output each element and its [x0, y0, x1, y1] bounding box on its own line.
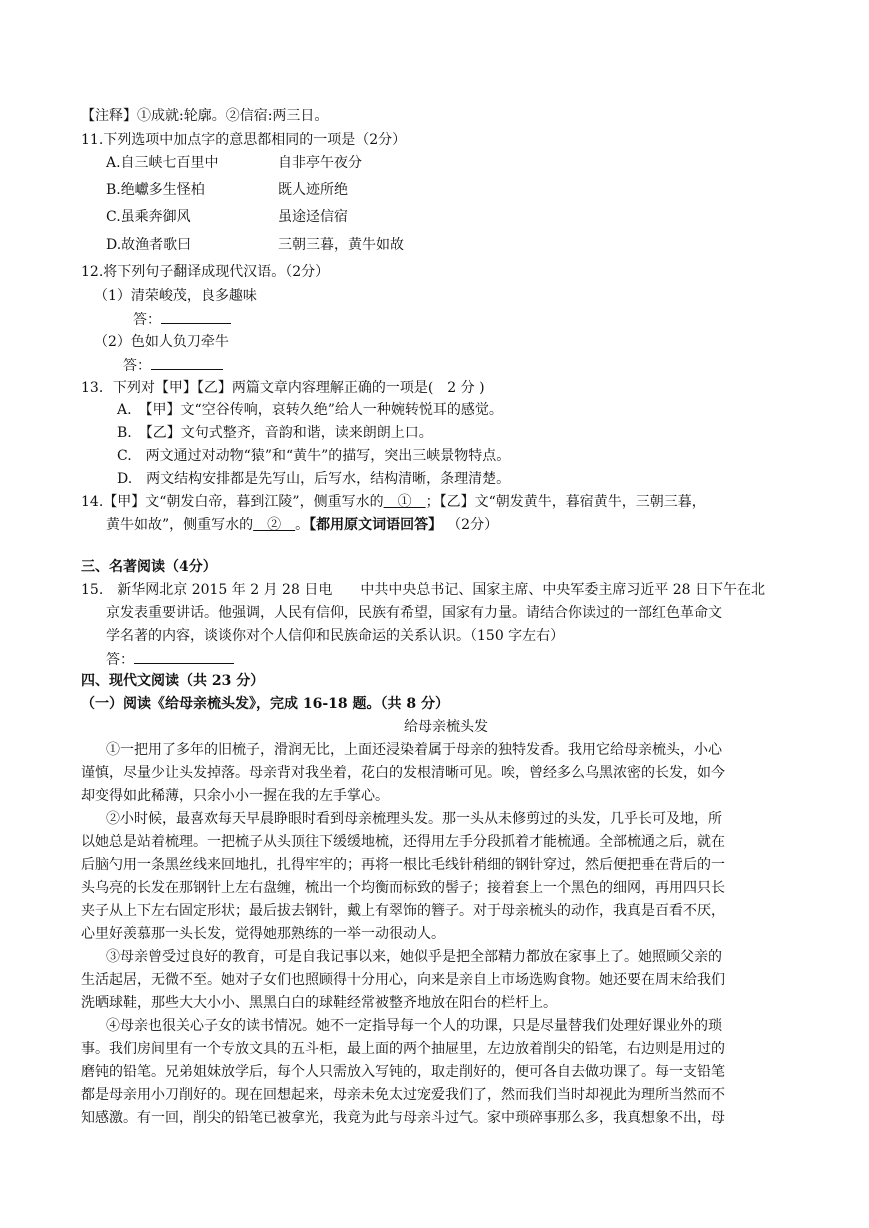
q14-blank-1[interactable]: ① — [383, 494, 426, 510]
q14-text-1b: ；【乙】文“朝发黄牛，暮宿黄牛，三朝三暮， — [425, 494, 706, 510]
q15-line-1: 15. 新华网北京 2015 年 2 月 28 日电 中共中央总书记、国家主席、中央军委主席习近平 28 日下午在北 — [81, 582, 766, 598]
essay-line: ④母亲也很关心子女的读书情况。她不一定指导每一个人的功课，只是尽量替我们处理好课业外的琐 — [106, 1018, 722, 1034]
essay-line: 却变得如此稀薄，只余小小一握在我的左手掌心。 — [81, 788, 389, 804]
q11-option-c-left: C.虽乘奔御风 — [106, 209, 191, 225]
q15-line-2: 京发表重要讲话。他强调，人民有信仰，民族有希望，国家有力量。请结合你读过的一部红色革命文 — [106, 605, 722, 621]
question-12-stem: 12.将下列句子翻译成现代汉语。（2分） — [81, 264, 330, 280]
q14-instruction: 【都用原文词语回答】 — [309, 517, 443, 533]
essay-line: 以她总是站着梳理。一把梳子从头顶往下缓缓地梳，还得用左手分段抓着才能梳通。全部梳通之后，就在 — [81, 834, 725, 850]
essay-line: 磨钝的铅笔。兄弟姐妹放学后，每个人只需放入写钝的，取走削好的，便可各自去做功课了。每一支铅笔 — [81, 1064, 725, 1080]
q11-option-c-right: 虽途迳信宿 — [278, 209, 348, 225]
q14-score: （2分） — [454, 517, 499, 533]
answer-blank-2[interactable] — [151, 355, 223, 370]
essay-title: 给母亲梳头发 — [404, 719, 488, 735]
essay-line: 谨慎，尽量少让头发掉落。母亲背对我坐着，花白的发根清晰可见。唉，曾经多么乌黑浓密的长发，如今 — [81, 765, 725, 781]
question-13-stem: 13．下列对【甲】【乙】两篇文章内容理解正确的一项是( 2 分 ) — [81, 380, 485, 396]
essay-line: 后脑勺用一条黑丝线来回地扎，扎得牢牢的；再将一根比毛线针稍细的钢针穿过，然后便把垂在背后的一 — [81, 857, 725, 873]
answer-label: 答： — [106, 652, 134, 668]
section-4-sub-1: （一）阅读《给母亲梳头发》，完成 16-18 题。（共 8 分） — [81, 696, 450, 712]
answer-label: 答： — [133, 312, 161, 328]
q14-text-1a: 14.【甲】文“朝发白帝，暮到江陵”，侧重写水的 — [81, 494, 384, 510]
q11-option-a-right: 自非亭午夜分 — [278, 155, 362, 171]
q11-option-a-left: A.自三峡七百里中 — [106, 155, 219, 171]
essay-line: 心里好羡慕那一头长发，觉得她那熟练的一举一动很动人。 — [81, 926, 445, 942]
q14-blank-2[interactable]: ② — [253, 517, 296, 533]
q11-option-d-left: D.故渔者歌曰 — [106, 237, 192, 253]
essay-line: 生活起居，无微不至。她对子女们也照顾得十分用心，向来是亲自上市场选购食物。她还要在周末给我们 — [81, 972, 725, 988]
q15-answer — [106, 649, 234, 669]
answer-label: 答： — [123, 358, 151, 374]
essay-line: ③母亲曾受过良好的教育，可是自我记事以来，她似乎是把全部精力都放在家事上了。她照顾父亲的 — [106, 949, 722, 965]
q12-sentence-1: （1）清荣峻茂，良多趣味 — [94, 288, 257, 304]
q14-text-2a: 黄牛如故”，侧重写水的 — [106, 517, 254, 533]
q13-option-c: C. 两文通过对动物“猿”和“黄牛”的描写，突出三峡景物特点。 — [117, 448, 511, 464]
q15-answer-blank[interactable] — [134, 649, 234, 664]
question-11-stem: 11.下列选项中加点字的意思都相同的一项是（2分） — [81, 132, 407, 148]
q13-option-a: A. 【甲】文“空谷传响，哀转久绝”给人一种婉转悦耳的感觉。 — [117, 402, 503, 418]
essay-line: ①一把用了多年的旧梳子，滑润无比，上面还浸染着属于母亲的独特发香。我用它给母亲梳头，小心 — [106, 742, 722, 758]
q11-option-b-left: B.绝巘多生怪柏 — [106, 182, 205, 198]
essay-line: 事。我们房间里有一个专放文具的五斗柜，最上面的两个抽屉里，左边放着削尖的铅笔，右边则是用过的 — [81, 1041, 725, 1057]
question-14-line-1 — [81, 492, 706, 512]
question-14-line-2 — [106, 515, 498, 535]
section-4-title: 四、现代文阅读（共 23 分） — [81, 673, 265, 689]
q13-option-d: D. 两文结构安排都是先写山，后写水，结构清晰，条理清楚。 — [117, 471, 511, 487]
q11-option-d-right: 三朝三暮，黄牛如故 — [278, 237, 404, 253]
q12-answer-2 — [123, 355, 223, 375]
essay-line: 洗晒球鞋，那些大大小小、黑黑白白的球鞋经常被整齐地放在阳台的栏杆上。 — [81, 995, 557, 1011]
q15-line-3: 学名著的内容，谈谈你对个人信仰和民族命运的关系认识。（150 字左右） — [106, 628, 565, 644]
section-3-title: 三、名著阅读（4分） — [81, 559, 217, 575]
essay-line: 头乌亮的长发在那钢针上左右盘缠，梳出一个均衡而标致的髻子；接着套上一个黑色的细网，再用四只长 — [81, 880, 725, 896]
q11-option-b-right: 既人迹所绝 — [278, 182, 348, 198]
q14-text-2b: 。 — [295, 517, 310, 533]
q13-option-b: B. 【乙】文句式整齐，音韵和谐，读来朗朗上口。 — [117, 425, 433, 441]
essay-line: ②小时候，最喜欢每天早晨睁眼时看到母亲梳理头发。那一头从未修剪过的头发，几乎长可及地，所 — [106, 811, 722, 827]
essay-line: 夹子从上下左右固定形状；最后拔去钢针，戴上有翠饰的簪子。对于母亲梳头的动作，我真是百看不厌， — [81, 903, 725, 919]
q12-answer-1 — [133, 309, 231, 329]
annotation-note: 【注释】①成就:轮廓。②信宿:两三日。 — [81, 108, 329, 124]
essay-line: 都是母亲用小刀削好的。现在回想起来，母亲未免太过宠爱我们了，然而我们当时却视此为理所当然而不 — [81, 1087, 725, 1103]
q12-sentence-2: （2）色如人负刀牵牛 — [94, 334, 229, 350]
essay-line: 知感激。有一回，削尖的铅笔已被拿光，我竟为此与母亲斗过气。家中琐碎事那么多，我真想象不出，母 — [81, 1110, 725, 1126]
answer-blank-1[interactable] — [161, 309, 231, 324]
